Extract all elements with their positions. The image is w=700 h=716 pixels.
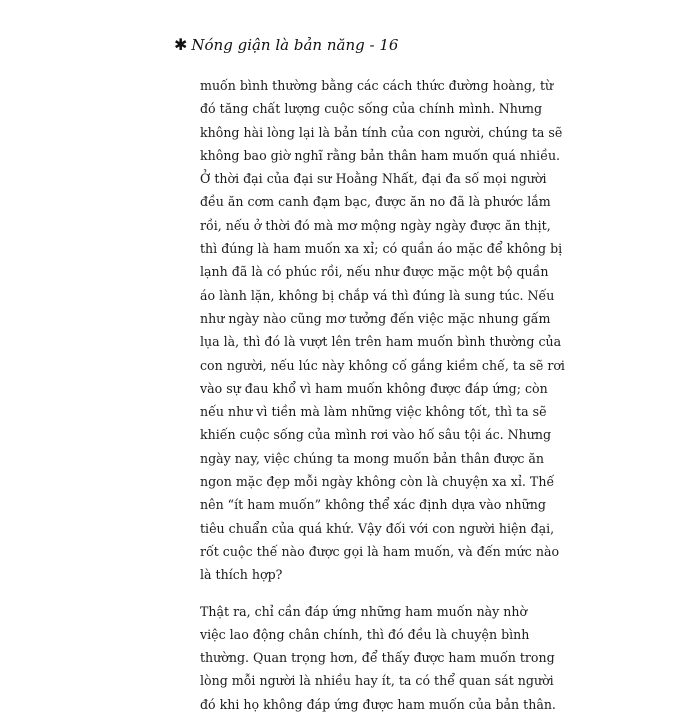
text-line: thì đúng là ham muốn xa xỉ; có quần áo mặc để không bị xyxy=(200,241,563,257)
text-line: lòng mỗi người là nhiều hay ít, ta có thể quan sát người xyxy=(200,673,554,689)
text-line: muốn bình thường bằng các cách thức đường hoàng, từ xyxy=(200,78,554,93)
text-line: Thật ra, chỉ cần đáp ứng những ham muốn này nhờ xyxy=(200,603,528,619)
text-line: rồi, nếu ở thời đó mà mơ mộng ngày ngày được ăn thịt, xyxy=(200,217,551,233)
text-line: con người, nếu lúc này không cố gắng kiềm chế, ta sẽ rơi xyxy=(200,357,565,373)
text-line: đó khi họ không đáp ứng được ham muốn của bản thân. xyxy=(200,696,556,712)
text-line: không bao giờ nghĩ rằng bản thân ham muốn quá nhiều. xyxy=(200,147,561,163)
body-text xyxy=(200,74,565,716)
paragraph-1 xyxy=(200,74,565,587)
text-line: rốt cuộc thế nào được gọi là ham muốn, và đến mức nào xyxy=(200,543,560,559)
text-line: khiến cuộc sống của mình rơi vào hố sâu tội ác. Nhưng xyxy=(200,427,552,443)
text-line: áo lành lặn, không bị chắp vá thì đúng là sung túc. Nếu xyxy=(200,287,555,303)
text-line: nên “ít ham muốn” không thể xác định dựa vào những xyxy=(200,497,546,513)
paragraph-2 xyxy=(200,600,556,716)
text-line: nếu như vì tiền mà làm những việc không tốt, thì ta sẽ xyxy=(200,404,547,420)
asterisk-ornament-icon: ✱ xyxy=(174,35,188,54)
text-line: Ở thời đại của đại sư Hoằng Nhất, đại đa số mọi người xyxy=(200,171,547,187)
text-line: lụa là, thì đó là vượt lên trên ham muốn bình thường của xyxy=(200,334,562,350)
running-header xyxy=(174,36,398,54)
text-line: ngon mặc đẹp mỗi ngày không còn là chuyện xa xỉ. Thế xyxy=(200,474,555,490)
text-line: không hài lòng lại là bản tính của con người, chúng ta sẽ xyxy=(200,124,563,140)
text-line: lạnh đã là có phúc rồi, nếu như được mặc một bộ quần xyxy=(200,264,549,280)
paragraph-gap xyxy=(200,587,520,600)
text-line: đều ăn cơm canh đạm bạc, được ăn no đã là phước lắm xyxy=(200,194,551,210)
text-line: tiêu chuẩn của quá khứ. Vậy đối với con người hiện đại, xyxy=(200,520,555,536)
text-line: đó tăng chất lượng cuộc sống của chính mình. Nhưng xyxy=(200,101,543,117)
text-line: thường. Quan trọng hơn, để thấy được ham muốn trong xyxy=(200,650,555,666)
text-line: vào sự đau khổ vì ham muốn không được đáp ứng; còn xyxy=(200,380,548,396)
header-title: Nóng giận là bản năng - 16 xyxy=(191,36,399,54)
text-line: như ngày nào cũng mơ tưởng đến việc mặc nhung gấm xyxy=(200,310,551,326)
text-line: ngày nay, việc chúng ta mong muốn bản thân được ăn xyxy=(200,450,545,466)
text-line: việc lao động chân chính, thì đó đều là chuyện bình xyxy=(200,626,530,642)
text-line: là thích hợp? xyxy=(200,567,283,583)
